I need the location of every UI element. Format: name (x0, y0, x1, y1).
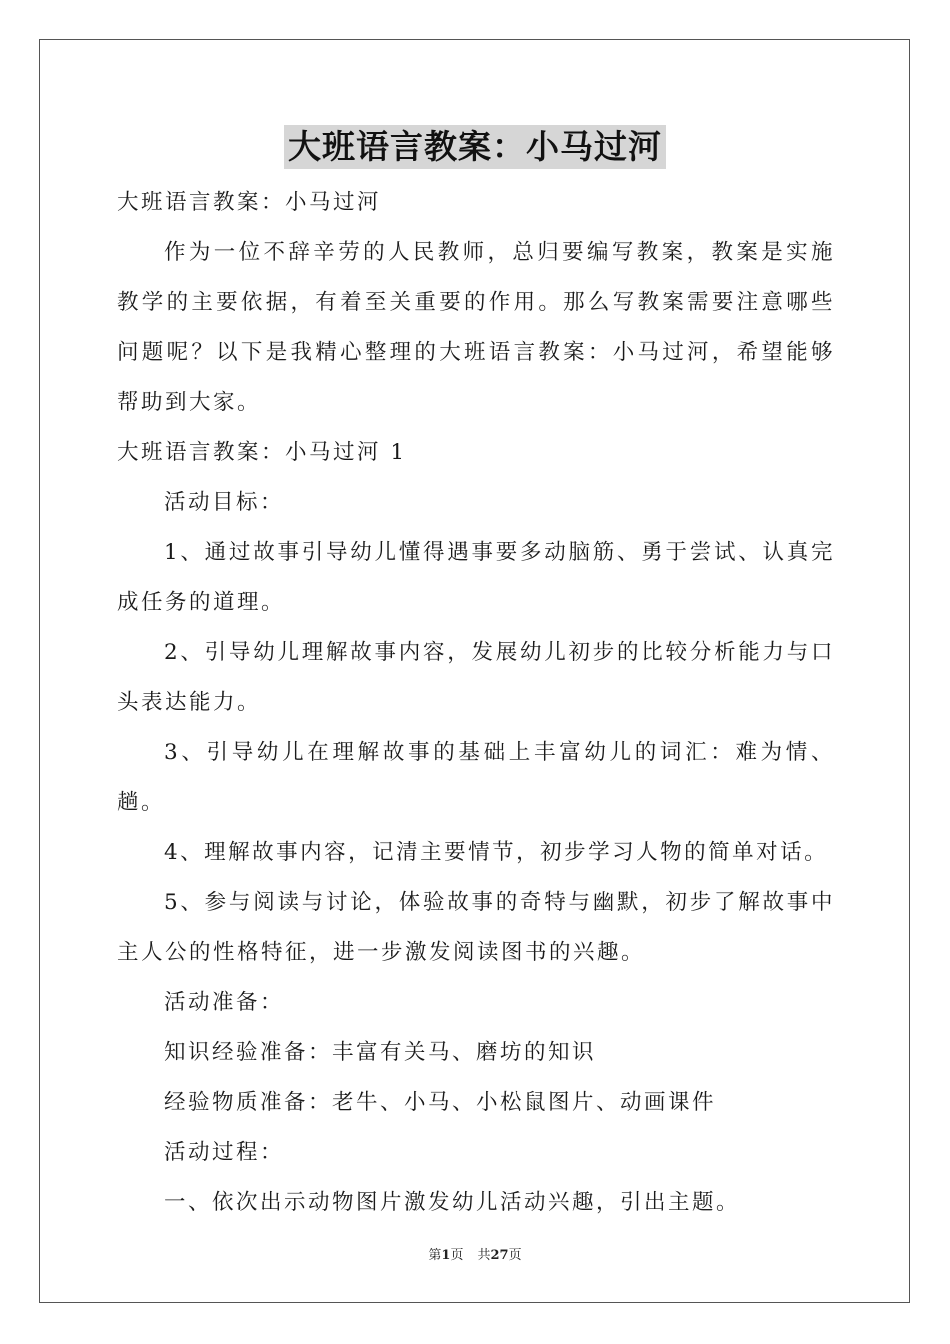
total-page-count: 27 (490, 1248, 509, 1263)
paragraph: 大班语言教案：小马过河 (117, 190, 382, 215)
paragraph: 5、参与阅读与讨论，体验故事的奇特与幽默，初步了解故事中主人公的性格特征，进一步激发阅读图书的兴趣。 (117, 890, 835, 965)
total-prefix: 共 (477, 1248, 491, 1263)
document-title: 大班语言教案：小马过河 (284, 125, 666, 169)
paragraph: 经验物质准备：老牛、小马、小松鼠图片、动画课件 (164, 1090, 717, 1115)
paragraph: 2、引导幼儿理解故事内容，发展幼儿初步的比较分析能力与口头表达能力。 (117, 640, 835, 715)
paragraph: 大班语言教案：小马过河 1 (117, 440, 407, 465)
total-suffix: 页 (508, 1248, 522, 1263)
paragraph: 知识经验准备：丰富有关马、磨坊的知识 (164, 1040, 597, 1065)
paragraph: 作为一位不辞辛劳的人民教师，总归要编写教案，教案是实施教学的主要依据，有着至关重要的作用。那么写教案需要注意哪些问题呢？以下是我精心整理的大班语言教案：小马过河，希望能够帮助到大家。 (117, 240, 835, 415)
current-page-number: 1 (441, 1248, 451, 1263)
paragraph: 一、依次出示动物图片激发幼儿活动兴趣，引出主题。 (164, 1190, 741, 1215)
document-body (117, 178, 835, 1228)
paragraph: 活动目标： (164, 490, 285, 515)
page-footer (0, 1247, 950, 1265)
paragraph: 3、引导幼儿在理解故事的基础上丰富幼儿的词汇：难为情、趟。 (117, 740, 835, 815)
page-prefix: 第 (428, 1248, 442, 1263)
paragraph: 活动过程： (164, 1140, 285, 1165)
title-area (0, 125, 950, 169)
page-suffix: 页 (450, 1248, 464, 1263)
paragraph: 1、通过故事引导幼儿懂得遇事要多动脑筋、勇于尝试、认真完成任务的道理。 (117, 540, 835, 615)
paragraph: 活动准备： (164, 990, 285, 1015)
paragraph: 4、理解故事内容，记清主要情节，初步学习人物的简单对话。 (164, 840, 829, 865)
